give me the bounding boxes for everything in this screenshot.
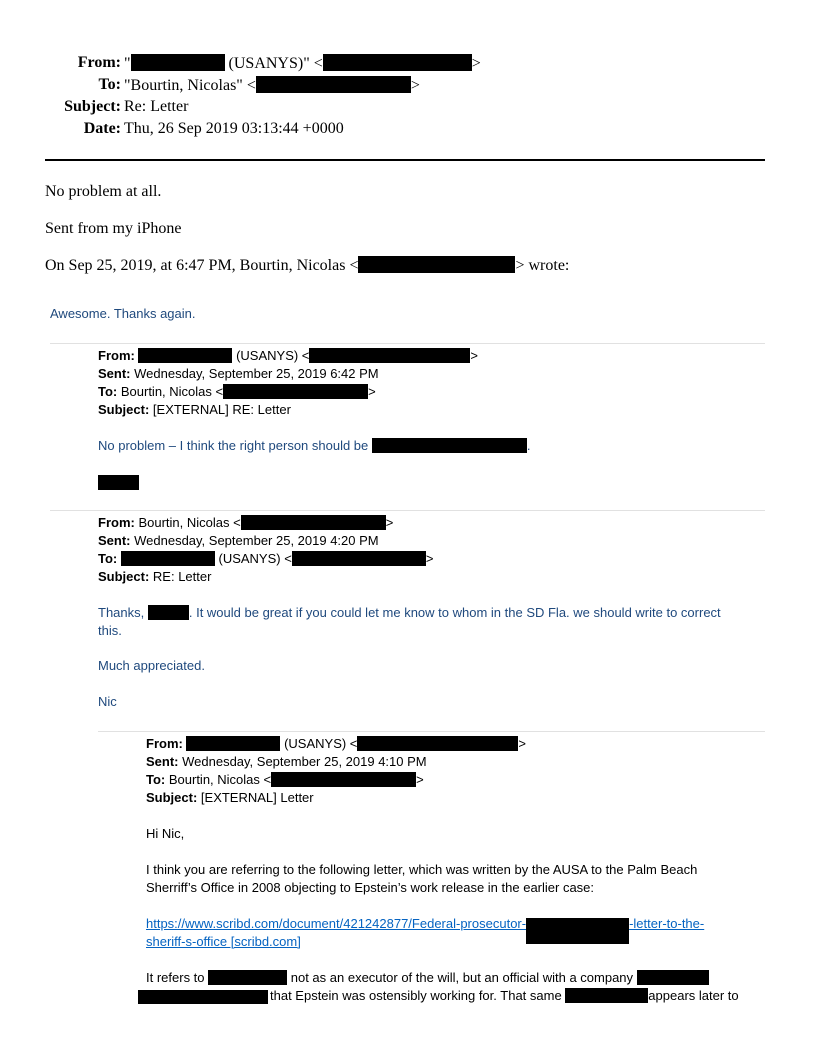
redaction-block [271,772,416,787]
redaction-block [357,736,518,751]
redaction-block [565,988,648,1003]
header-divider [45,159,765,161]
header-from-row [0,54,816,76]
msg1-body: No problem – I think the right person should be . [98,438,531,453]
msg2-from-row: From: Bourtin, Nicolas < > [98,515,394,530]
redaction-block [309,348,470,363]
header-to-row [0,76,816,98]
message-divider [98,731,765,732]
awesome-message: Awesome. Thanks again. [50,306,196,321]
reply-line-1: No problem at all. [45,183,162,200]
redaction-block [637,970,709,985]
redaction-block [138,348,232,363]
msg2-to-row: To: (USANYS) < > [98,551,434,566]
message-divider [50,510,765,511]
redaction-block [148,605,189,620]
msg3-sent-row: Sent: Wednesday, September 25, 2019 4:10 PM [146,754,427,769]
scribd-link-tail[interactable]: sheriff-s-office [scribd.com] [146,934,301,949]
msg3-para2-line2: that Epstein was ostensibly working for. That same appears later to [270,988,739,1003]
header-subject-label: Subject: [64,98,121,115]
msg3-para1-line2: Sherriff’s Office in 2008 objecting to Epstein’s work release in the earlier case: [146,880,595,895]
header-from-label: From: [77,54,121,71]
msg3-from-row: From: (USANYS) < > [146,736,526,751]
msg2-body-line-2: this. [98,623,122,638]
msg3-para2-line1: It refers to not as an executor of the will, but an official with a company [146,970,709,985]
redaction-block [138,990,268,1004]
msg3-subject-row: Subject: [EXTERNAL] Letter [146,790,314,805]
redaction-block [121,551,215,566]
reply-attribution: On Sep 25, 2019, at 6:47 PM, Bourtin, Nicolas < > wrote: [45,257,570,274]
msg1-sent-row: Sent: Wednesday, September 25, 2019 6:42 PM [98,366,379,381]
msg2-subject-row: Subject: RE: Letter [98,569,212,584]
msg2-signoff: Nic [98,694,117,709]
msg1-from-row: From: (USANYS) < > [98,348,478,363]
redaction-block [223,384,368,399]
redaction-block [131,54,225,71]
msg2-body-line-1: Thanks, . It would be great if you could let me know to whom in the SD Fla. we should write to correct [98,605,721,620]
header-subject-row [0,98,816,120]
msg2-sent-row: Sent: Wednesday, September 25, 2019 4:20 PM [98,533,379,548]
header-date-row [0,120,816,142]
header-date-label: Date: [83,120,121,137]
redaction-block [323,54,472,71]
msg3-greeting: Hi Nic, [146,826,185,841]
msg1-subject-row: Subject: [EXTERNAL] RE: Letter [98,402,291,417]
message-divider [50,343,765,344]
redaction-block [292,551,426,566]
scribd-link-line2[interactable] [146,934,301,949]
redaction-block [372,438,527,453]
msg3-para1-line1: I think you are referring to the following letter, which was written by the AUSA to the Palm Beach [146,862,698,877]
header-to-label: To: [98,76,121,93]
msg2-appreciated: Much appreciated. [98,658,205,673]
redaction-block [526,918,629,944]
msg1-to-row: To: Bourtin, Nicolas < > [98,384,376,399]
msg3-to-row: To: Bourtin, Nicolas < > [146,772,424,787]
reply-signature: Sent from my iPhone [45,220,182,237]
redacted-signature [98,475,139,490]
scribd-link-cont[interactable]: -letter-to-the- [629,916,705,931]
scribd-link[interactable]: https://www.scribd.com/document/421242877/Federal-prosecutor- [146,916,527,931]
redaction-block [241,515,386,530]
redaction-block [186,736,280,751]
header-from-value: " (USANYS)" < > [124,55,481,72]
redaction-block [256,76,411,93]
redaction-block [358,256,515,273]
header-date-value: Thu, 26 Sep 2019 03:13:44 +0000 [124,120,344,137]
redaction-block [208,970,287,985]
header-subject-value: Re: Letter [124,98,189,115]
header-to-value: "Bourtin, Nicolas" < > [124,77,420,94]
